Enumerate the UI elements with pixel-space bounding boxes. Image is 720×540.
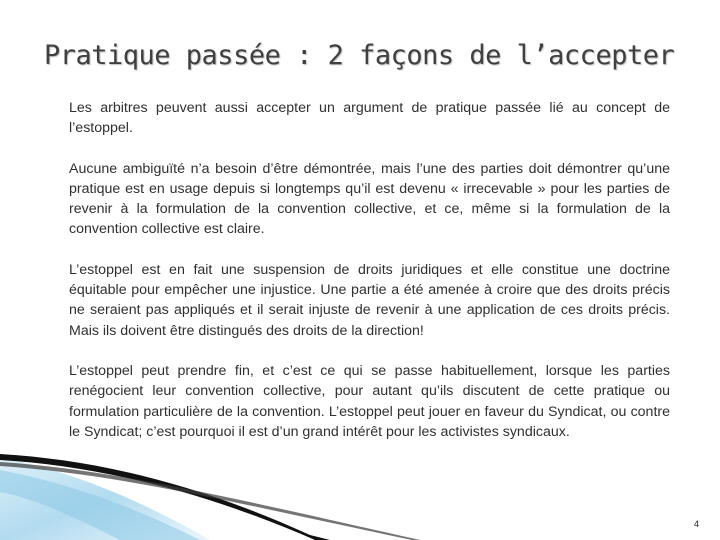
page-number: 4	[694, 519, 700, 529]
bullet-item	[46, 361, 670, 442]
bullet-text: L’estoppel peut prendre fin, et c’est ce qui se passe habituellement, lorsque les parties renégocient leur convention collective, pour autant qu’ils discutent de cette pratique ou formulation particulière de la convention. L’estoppel peut jouer en faveur du Syndicat, ou contre le Syndicat; c’est pourquoi il est d’un grand intérêt pour les activistes syndicaux.	[69, 362, 670, 440]
wave-dark-line	[0, 454, 330, 540]
bullet-item	[46, 98, 670, 139]
bullet-list	[46, 98, 670, 462]
bullet-item	[46, 260, 670, 341]
bullet-text: Aucune ambiguïté n’a besoin d’être démontrée, mais l’une des parties doit démontrer qu’une pratique est en usage depuis si longtemps qu’il est devenu « irrecevable » pour les parties de revenir à la formulation de la convention collective, et ce, même si la formulation de la convention collective est claire.	[69, 160, 670, 238]
bullet-item	[46, 159, 670, 240]
wave-mid-blue	[0, 470, 200, 540]
bullet-text: L’estoppel est en fait une suspension de droits juridiques et elle constitue une doctrine équitable pour empêcher une injustice. Une partie a été amenée à croire que des droits précis ne seraient pas appliqués et il serait injuste de revenir à une application de ces droits précis. Mais ils doivent être distingués des droits de la direction!	[69, 261, 670, 339]
slide-title: Pratique passée : 2 façons de l’accepter	[44, 40, 675, 71]
bullet-text: Les arbitres peuvent aussi accepter un argument de pratique passée lié au concept de l’estoppel.	[69, 100, 670, 137]
wave-light-blue	[0, 458, 210, 540]
wave-thin-line	[0, 462, 420, 540]
